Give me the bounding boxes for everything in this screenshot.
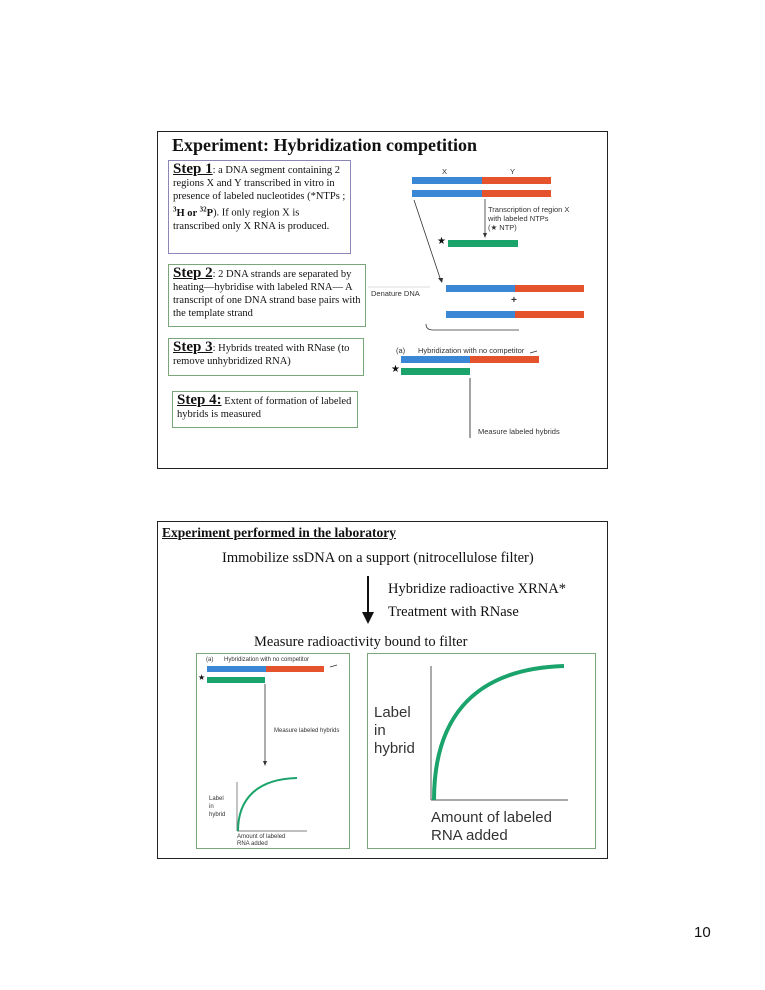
y-axis-label-1: Label [209,796,224,802]
star-icon: ★ [391,364,400,375]
hybridize-step: Hybridize radioactive XRNA* [388,581,566,597]
denature-dna-label: Denature DNA [371,289,420,298]
plus-sign: + [511,295,517,306]
slide-hybridization-competition [157,131,608,469]
step-4-label: Step 4: [177,392,222,408]
panel-a-label: (a) [396,346,406,355]
star-icon: ★ [437,236,446,247]
measure-labeled-hybrids-label: Measure labeled hybrids [478,427,560,436]
y-axis-label-2: in [209,804,214,810]
x-axis-label-2: RNA added [237,841,268,847]
isotope-p: P [206,207,214,219]
step-4-text: Extent of formation of labeled hybrids is measured [177,396,352,420]
immobilize-step: Immobilize ssDNA on a support (nitrocellulose filter) [222,550,534,566]
x-axis-label-1: Amount of labeled [431,809,552,826]
step-3-text: : Hybrids treated with RNase (to remove unhybridized RNA) [173,343,350,367]
step-1-text-end: ). If only region X is transcribed only X RNA is produced. [173,207,330,232]
down-arrow-icon [362,576,374,626]
y-axis-label-2: in [374,722,386,739]
panel-a-title: Hybridization with no competitor [224,657,310,663]
page-number: 10 [694,924,711,941]
panel-a-title: Hybridization with no competitor [418,346,525,355]
y-axis-label-3: hybrid [209,812,226,818]
y-axis-label-3: hybrid [374,740,415,757]
x-axis-label-2: RNA added [431,827,508,844]
isotope-h: H or [176,207,200,219]
large-figure-panel [367,653,596,849]
region-x-label: X [442,167,448,176]
measure-step: Measure radioactivity bound to filter [254,634,468,650]
superscript-3: 3 [173,205,177,213]
x-axis-label-1: Amount of labeled [237,834,286,840]
transcription-label-1: Transcription of region X [488,205,570,214]
rnase-step: Treatment with RNase [388,604,519,620]
slide-laboratory-experiment [157,521,608,859]
superscript-32: 32 [199,205,207,213]
step-3-label: Step 3 [173,339,213,355]
star-icon: ★ [198,673,206,682]
small-figure-panel [196,653,350,849]
slide-title: Experiment: Hybridization competition [172,135,477,155]
small-figure-lines [197,654,351,850]
step-1-label: Step 1 [173,161,213,177]
panel-a-label: (a) [206,657,214,663]
region-y-label: Y [510,167,516,176]
slide-title: Experiment performed in the laboratory [162,525,396,540]
step-2-label: Step 2 [173,265,213,281]
transcription-label-2: with labeled NTPs [488,214,549,223]
transcription-label-3: (★ NTP) [488,223,517,232]
measure-labeled-hybrids-label: Measure labeled hybrids [274,728,340,734]
step-1-text: : a DNA segment containing 2 regions X and Y transcribed in vitro in presence of labeled nucleotides (*NTPs ; [173,165,346,202]
y-axis-label-1: Label [374,704,411,721]
diagram-lines [158,132,609,470]
large-figure-chart [368,654,597,850]
step-2-text: : 2 DNA strands are separated by heating—hybridise with labeled RNA— A transcript of one DNA strand base pairs with the template strand [173,269,361,319]
